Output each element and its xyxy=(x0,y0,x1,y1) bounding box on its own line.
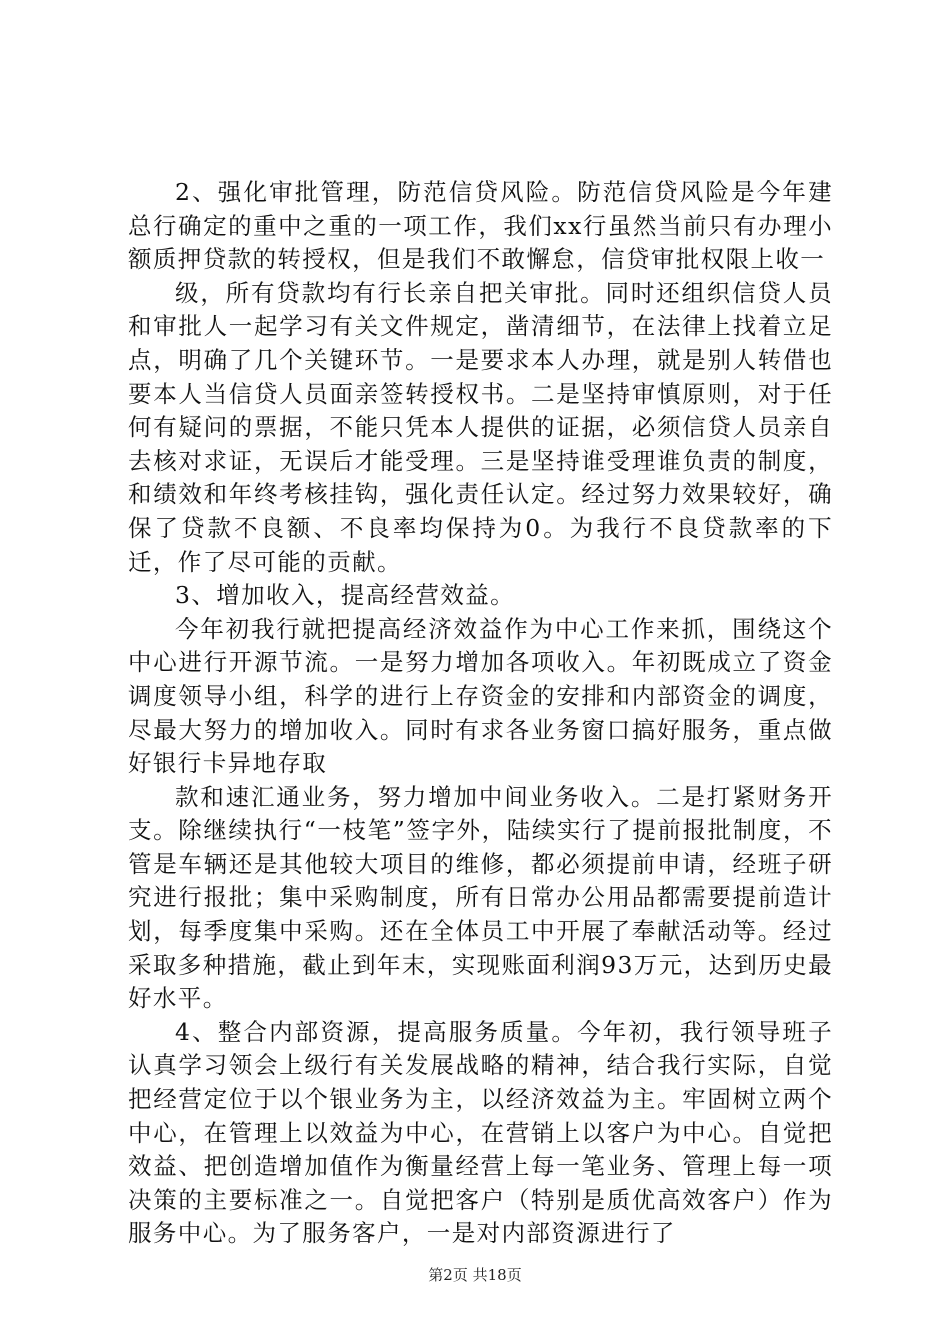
page-footer: 第2页 共18页 xyxy=(428,1266,522,1284)
paragraph-4: 今年初我行就把提高经济效益作为中心工作来抓，围绕这个中心进行开源节流。一是努力增加各项收入。年初既成立了资金调度领导小组，科学的进行上存资金的安排和内部资金的调度，尽最大努力的增加收入。同时有求各业务窗口搞好服务，重点做好银行卡异地存取 xyxy=(128,614,833,778)
document-body xyxy=(128,176,833,1251)
paragraph-2: 级，所有贷款均有行长亲自把关审批。同时还组织信贷人员和审批人一起学习有关文件规定，凿清细节，在法律上找着立足点，明确了几个关键环节。一是要求本人办理，就是别人转借也要本人当信贷人员面亲签转授权书。二是坚持审慎原则，对于任何有疑问的票据，不能只凭本人提供的证据，必须信贷人员亲自去核对求证，无误后才能受理。三是坚持谁受理谁负责的制度，和绩效和年终考核挂钩，强化责任认定。经过努力效果较好，确保了贷款不良额、不良率均保持为0。为我行不良贷款率的下迁，作了尽可能的贡献。 xyxy=(128,278,833,576)
paragraph-3: 3、增加收入，提高经营效益。 xyxy=(175,581,516,610)
paragraph-1: 2、强化审批管理，防范信贷风险。防范信贷风险是今年建总行确定的重中之重的一项工作，我们xx行虽然当前只有办理小额质押贷款的转授权，但是我们不敢懈怠，信贷审批权限上收一 xyxy=(128,178,833,274)
paragraph-6: 4、整合内部资源，提高服务质量。今年初，我行领导班子认真学习领会上级行有关发展战略的精神，结合我行实际，自觉把经营定位于以个银业务为主，以经济效益为主。牢固树立两个中心，在管理上以效益为中心，在营销上以客户为中心。自觉把效益、把创造增加值作为衡量经营上每一笔业务、管理上每一项决策的主要标准之一。自觉把客户（特别是质优高效客户）作为服务中心。为了服务客户，一是对内部资源进行了 xyxy=(128,1017,833,1248)
paragraph-5: 款和速汇通业务，努力增加中间业务收入。二是打紧财务开支。除继续执行“一枝笔”签字外，陆续实行了提前报批制度，不管是车辆还是其他较大项目的维修，都必须提前申请，经班子研究进行报批；集中采购制度，所有日常办公用品都需要提前造计划，每季度集中采购。还在全体员工中开展了奉献活动等。经过采取多种措施，截止到年末，实现账面利润93万元，达到历史最好水平。 xyxy=(128,782,834,1013)
